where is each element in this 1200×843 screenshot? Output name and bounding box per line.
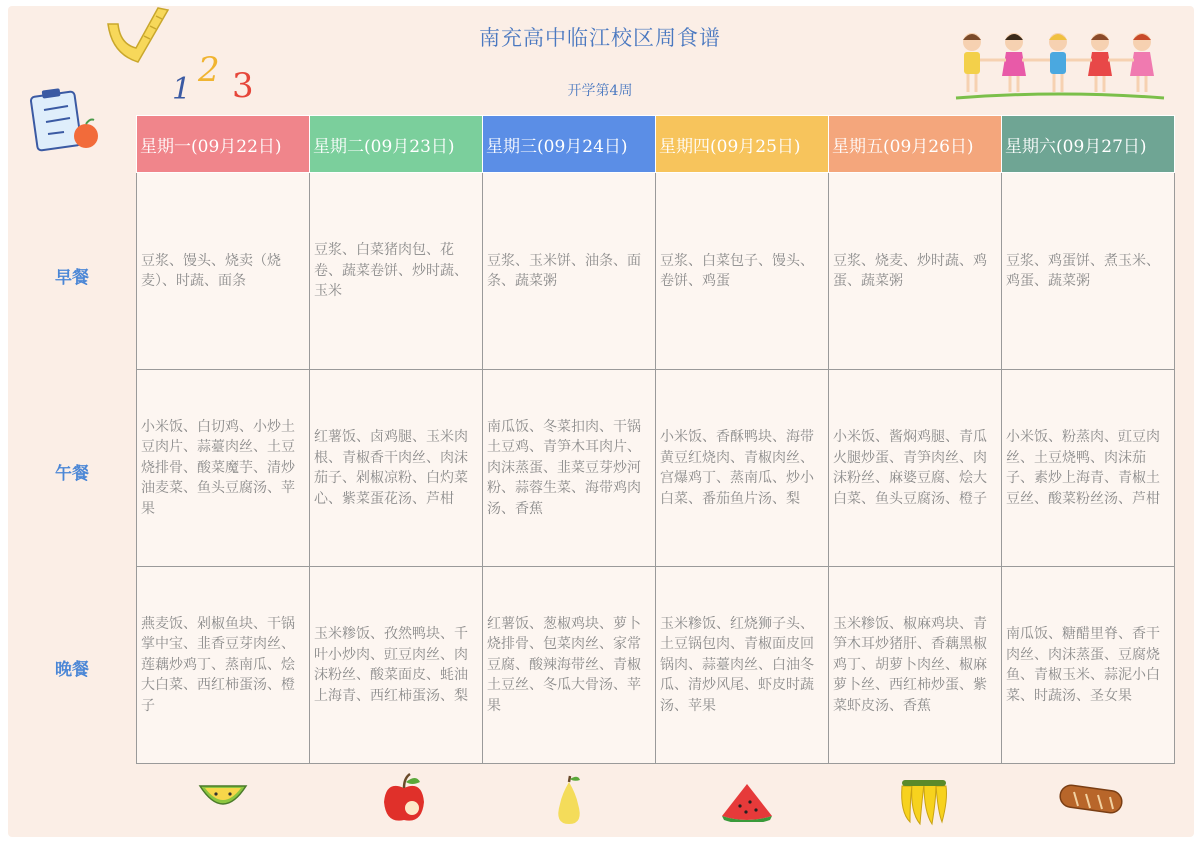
menu-cell: 玉米糁饭、红烧狮子头、土豆锅包肉、青椒面皮回锅肉、蒜薹肉丝、白油冬瓜、清炒风尾、虾皮时蔬汤、苹果 [656, 567, 829, 764]
melon-icon [196, 772, 250, 818]
number-three-text: 3 [232, 66, 254, 106]
menu-cell: 玉米糁饭、椒麻鸡块、青笋木耳炒猪肝、香藕黑椒鸡丁、胡萝卜肉丝、椒麻萝卜丝、西红柿炒蛋、紫菜虾皮汤、香蕉 [829, 567, 1002, 764]
number-two-text: 2 [198, 50, 220, 90]
kids-holding-hands-icon [950, 24, 1170, 104]
menu-cell: 南瓜饭、冬菜扣肉、干锅土豆鸡、青笋木耳肉片、肉沫蒸蛋、韭菜豆芽炒河粉、蒜蓉生菜、海带鸡肉汤、香蕉 [483, 370, 656, 567]
menu-cell: 豆浆、白菜猪肉包、花卷、蔬菜卷饼、炒时蔬、玉米 [310, 173, 483, 370]
banana-icon [896, 776, 950, 826]
menu-cell: 红薯饭、卤鸡腿、玉米肉根、青椒香干肉丝、肉沫茄子、剁椒凉粉、白灼菜心、紫菜蛋花汤、芦柑 [310, 370, 483, 567]
meal-label-lunch: 午餐 [55, 464, 89, 484]
menu-cell: 豆浆、烧麦、炒时蔬、鸡蛋、蔬菜粥 [829, 173, 1002, 370]
day-header-sat: 星期六(09月27日) [1002, 116, 1175, 173]
day-header-thu: 星期四(09月25日) [656, 116, 829, 173]
menu-table [136, 115, 1175, 764]
meal-label-dinner: 晚餐 [55, 660, 89, 680]
menu-cell: 豆浆、白菜包子、馒头、卷饼、鸡蛋 [656, 173, 829, 370]
bread-icon [1056, 782, 1126, 816]
week-subtitle: 开学第4周 [567, 83, 633, 99]
breakfast-row [137, 173, 1175, 370]
day-header-tue: 星期二(09月23日) [310, 116, 483, 173]
number-one-text: 1 [172, 72, 192, 107]
menu-cell: 红薯饭、葱椒鸡块、萝卜烧排骨、包菜肉丝、家常豆腐、酸辣海带丝、青椒土豆丝、冬瓜大骨汤、苹果 [483, 567, 656, 764]
menu-cell: 小米饭、白切鸡、小炒土豆肉片、蒜薹肉丝、土豆烧排骨、酸菜魔芋、清炒油麦菜、鱼头豆腐汤、苹果 [137, 370, 310, 567]
menu-cell: 南瓜饭、糖醋里脊、香干肉丝、肉沫蒸蛋、豆腐烧鱼、青椒玉米、蒜泥小白菜、时蔬汤、圣女果 [1002, 567, 1175, 764]
day-header-mon: 星期一(09月22日) [137, 116, 310, 173]
lunch-row [137, 370, 1175, 567]
menu-cell: 小米饭、粉蒸肉、豇豆肉丝、土豆烧鸭、肉沫茄子、素炒上海青、青椒土豆丝、酸菜粉丝汤、芦柑 [1002, 370, 1175, 567]
day-header-wed: 星期三(09月24日) [483, 116, 656, 173]
meal-label-breakfast: 早餐 [55, 268, 89, 288]
menu-cell: 小米饭、酱焖鸡腿、青瓜火腿炒蛋、青笋肉丝、肉沫粉丝、麻婆豆腐、烩大白菜、鱼头豆腐汤、橙子 [829, 370, 1002, 567]
menu-cell: 小米饭、香酥鸭块、海带黄豆红烧肉、青椒肉丝、宫爆鸡丁、蒸南瓜、炒小白菜、番茄鱼片汤、梨 [656, 370, 829, 567]
menu-cell: 豆浆、馒头、烧卖（烧麦）、时蔬、面条 [137, 173, 310, 370]
menu-cell: 豆浆、鸡蛋饼、煮玉米、鸡蛋、蔬菜粥 [1002, 173, 1175, 370]
menu-cell: 燕麦饭、剁椒鱼块、干锅掌中宝、韭香豆芽肉丝、莲藕炒鸡丁、蒸南瓜、烩大白菜、西红柿蛋汤、橙子 [137, 567, 310, 764]
watermelon-icon [720, 782, 774, 822]
apple-icon [380, 772, 428, 826]
menu-cell: 玉米糁饭、孜然鸭块、千叶小炒肉、豇豆肉丝、肉沫粉丝、酸菜面皮、蚝油上海青、西红柿蛋汤、梨 [310, 567, 483, 764]
day-header-row [137, 116, 1175, 173]
day-header-fri: 星期五(09月26日) [829, 116, 1002, 173]
pear-icon [552, 774, 586, 828]
dinner-row [137, 567, 1175, 764]
page-title: 南充高中临江校区周食谱 [479, 26, 721, 50]
menu-cell: 豆浆、玉米饼、油条、面条、蔬菜粥 [483, 173, 656, 370]
